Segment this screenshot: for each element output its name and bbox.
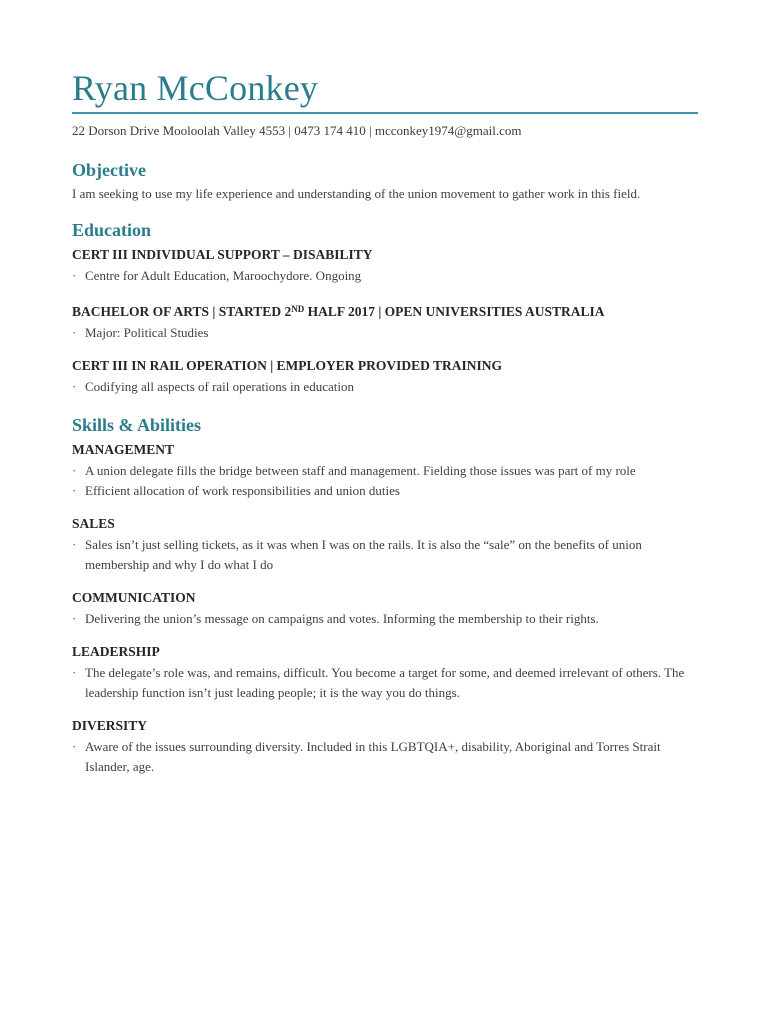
skill-title: LEADERSHIP <box>72 644 160 659</box>
bullet-text: A union delegate fills the bridge between staff and management. Fielding those issues was part of my role <box>85 463 636 478</box>
education-entry-bullets <box>72 323 698 343</box>
bullet-icon: · <box>72 537 77 552</box>
bullet-text: Sales isn’t just selling tickets, as it was when I was on the rails. It is also the “sale” on the benefits of union membership and why I do what I do <box>85 537 642 572</box>
header-divider <box>72 112 698 114</box>
list-item <box>72 737 698 777</box>
skills-section <box>72 413 698 777</box>
title-part: HALF 2017 | OPEN UNIVERSITIES AUSTRALIA <box>304 304 605 319</box>
education-heading: Education <box>72 220 152 240</box>
education-entry <box>72 246 698 286</box>
title-part: BACHELOR OF ARTS | STARTED 2 <box>72 304 292 319</box>
contact-line: 22 Dorson Drive Mooloolah Valley 4553 | 0473 174 410 | mcconkey1974@gmail.com <box>72 123 522 138</box>
skill-entry <box>72 441 698 501</box>
skills-heading: Skills & Abilities <box>72 415 202 435</box>
skill-entry <box>72 643 698 703</box>
bullet-icon: · <box>72 463 77 478</box>
skill-bullets <box>72 535 698 575</box>
bullet-text: Codifying all aspects of rail operations in education <box>85 379 354 394</box>
bullet-icon: · <box>72 611 77 626</box>
list-item <box>72 266 698 286</box>
skill-bullets <box>72 609 698 629</box>
education-entry-title: CERT III IN RAIL OPERATION | EMPLOYER PROVIDED TRAINING <box>72 358 503 373</box>
list-item <box>72 323 698 343</box>
resume-name: Ryan McConkey <box>72 68 319 108</box>
bullet-text: Major: Political Studies <box>85 325 209 340</box>
list-item <box>72 481 698 501</box>
bullet-text: Aware of the issues surrounding diversity. Included in this LGBTQIA+, disability, Aboriginal and Torres Strait Islander, age. <box>85 739 661 774</box>
skill-title: COMMUNICATION <box>72 590 196 605</box>
bullet-icon: · <box>72 665 77 680</box>
skill-bullets <box>72 461 698 501</box>
bullet-text: Delivering the union’s message on campaigns and votes. Informing the membership to their rights. <box>85 611 599 626</box>
skill-title: SALES <box>72 516 115 531</box>
education-entry-bullets <box>72 377 698 397</box>
bullet-icon: · <box>72 739 77 754</box>
education-section <box>72 218 698 397</box>
skill-bullets <box>72 663 698 703</box>
title-superscript: ND <box>291 304 305 314</box>
objective-section <box>72 158 698 202</box>
skill-title: MANAGEMENT <box>72 442 174 457</box>
education-entry-bullets <box>72 266 698 286</box>
list-item <box>72 461 698 481</box>
objective-text: I am seeking to use my life experience and understanding of the union movement to gather work in this field. <box>72 186 641 201</box>
bullet-text: Centre for Adult Education, Maroochydore. Ongoing <box>85 268 362 283</box>
education-entry-title: CERT III INDIVIDUAL SUPPORT – DISABILITY <box>72 247 373 262</box>
skill-title: DIVERSITY <box>72 718 148 733</box>
bullet-text: The delegate’s role was, and remains, difficult. You become a target for some, and deemed irrelevant of others. The leadership function isn’t just leading people; it is the way you do things. <box>85 665 685 700</box>
education-entry <box>72 300 698 343</box>
objective-heading: Objective <box>72 160 146 180</box>
list-item <box>72 377 698 397</box>
bullet-icon: · <box>72 379 77 394</box>
skill-entry <box>72 589 698 629</box>
list-item <box>72 609 698 629</box>
bullet-icon: · <box>72 483 77 498</box>
bullet-icon: · <box>72 325 77 340</box>
list-item <box>72 535 698 575</box>
education-entry-title <box>72 300 698 321</box>
resume-content <box>72 158 698 777</box>
skill-bullets <box>72 737 698 777</box>
education-entry <box>72 357 698 397</box>
skill-entry <box>72 515 698 575</box>
list-item <box>72 663 698 703</box>
skill-entry <box>72 717 698 777</box>
bullet-text: Efficient allocation of work responsibilities and union duties <box>85 483 400 498</box>
bullet-icon: · <box>72 268 77 283</box>
